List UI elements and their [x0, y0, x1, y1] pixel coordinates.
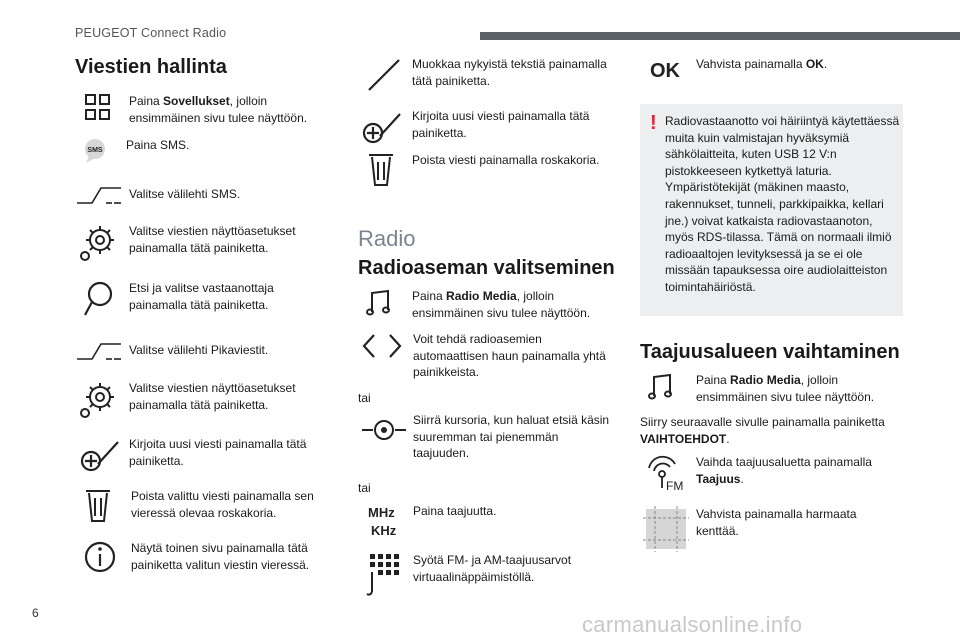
list-item: MHz KHz Paina taajuutta.: [368, 504, 497, 538]
settings-gear-icon: [78, 380, 129, 420]
keypad-icon: [364, 552, 413, 598]
section-title-messages: Viestien hallinta: [75, 56, 227, 78]
svg-text:KHz: KHz: [371, 523, 397, 538]
apps-grid-icon: [85, 93, 129, 121]
info-icon: [84, 540, 131, 574]
list-item: Valitse välilehti SMS.: [76, 186, 319, 206]
list-item: SMS Paina SMS.: [82, 137, 316, 167]
header-bar: [480, 32, 960, 40]
watermark: carmanualsonline.info: [582, 612, 803, 637]
list-item: Voit tehdä radioasemien automaattisen haun painamalla yhtä painikkeista.: [360, 331, 618, 381]
or-text: tai: [358, 391, 371, 405]
svg-text:FM: FM: [666, 479, 684, 493]
section-title-band: Taajuusalueen vaihtaminen: [640, 341, 900, 363]
warning-text: Radiovastaanotto voi häiriintyä käytettäessä muita kuin valmistajan hyväksymiä sähkölaitteita, kuten USB 12 V:n pistokkeeseen kytkettyä laturia. Ympäristötekijät (mäkinen maasto, rakennukset, tunneli, parkkipaikka, kellari jne.) voivat katkaista radiovastaanoton, myös RDS-tilassa. Tämä on normaali ilmiö radioaaltojen levityksessä ja se ei ole missään tapauksessa oire audiolaitteiston toimintahäiriöstä.: [665, 114, 900, 294]
trash-icon: [84, 488, 131, 524]
list-item: Kirjoita uusi viesti painamalla tätä painiketta.: [78, 436, 319, 472]
list-item: Syötä FM- ja AM-taajuusarvot virtuaalinäppäimistöllä.: [364, 552, 613, 598]
list-item: Valitse viestien näyttöasetukset painamalla tätä painiketta.: [78, 223, 319, 263]
slider-cursor-icon: [361, 412, 413, 448]
list-item: Poista valittu viesti painamalla sen vieressä olevaa roskakoria.: [84, 488, 321, 524]
pencil-plus-icon: [360, 108, 412, 144]
tab-icon: [76, 342, 129, 362]
warning-box: [640, 104, 903, 316]
or-text: tai: [358, 481, 371, 495]
section-title-station: Radioaseman valitseminen: [358, 257, 615, 279]
music-note-icon: [648, 372, 696, 402]
music-note-icon: [366, 288, 412, 318]
list-item: FM Vaihda taajuusaluetta painamalla Taajuus.: [645, 454, 896, 494]
settings-gear-icon: [78, 223, 129, 263]
list-item: Valitse viestien näyttöasetukset painamalla tätä painiketta.: [78, 380, 319, 420]
arrows-icon: [360, 331, 413, 361]
svg-text:SMS: SMS: [87, 147, 103, 154]
list-item: Paina Sovellukset, jolloin ensimmäinen sivu tulee näyttöön.: [85, 93, 319, 126]
list-item: Poista viesti painamalla roskakoria.: [367, 152, 622, 188]
svg-text:OK: OK: [650, 60, 680, 82]
svg-text:MHz: MHz: [368, 505, 395, 520]
search-icon: [82, 280, 129, 320]
list-item: Muokkaa nykyistä tekstiä painamalla tätä painiketta.: [366, 56, 622, 94]
sms-icon: [82, 137, 126, 167]
page-number: 6: [32, 606, 39, 620]
pencil-plus-icon: [78, 436, 129, 472]
list-item: Valitse välilehti Pikaviestit.: [76, 342, 319, 362]
list-item: Näytä toinen sivu painamalla tätä painiketta valitun viestin vieressä.: [84, 540, 321, 574]
chapter-title-radio: Radio: [358, 226, 416, 251]
next-page-text: Siirry seuraavalle sivulle painamalla painiketta VAIHTOEHDOT.: [640, 415, 885, 446]
pencil-icon: [366, 56, 412, 94]
radio-fm-icon: [645, 454, 696, 494]
list-item: Vahvista painamalla harmaata kenttää.: [643, 506, 896, 552]
trash-icon: [367, 152, 412, 188]
tab-icon: [76, 186, 129, 206]
list-item: Paina Radio Media, jolloin ensimmäinen sivu tulee näyttöön.: [648, 372, 896, 405]
list-item: Siirrä kursoria, kun haluat etsiä käsin suuremman tai pienemmän taajuuden.: [361, 412, 613, 462]
mhz-khz-icon: [368, 503, 413, 539]
grey-area-icon: [643, 506, 696, 552]
list-item: OK Vahvista painamalla OK.: [650, 57, 828, 82]
list-item: Etsi ja valitse vastaanottaja painamalla tätä painiketta.: [82, 280, 319, 320]
list-item: Kirjoita uusi viesti painamalla tätä painiketta.: [360, 108, 622, 144]
warning-icon: !: [650, 112, 657, 134]
ok-icon: [648, 56, 696, 82]
header-title: PEUGEOT Connect Radio: [75, 26, 227, 40]
list-item: Paina Radio Media, jolloin ensimmäinen sivu tulee näyttöön.: [366, 288, 612, 321]
